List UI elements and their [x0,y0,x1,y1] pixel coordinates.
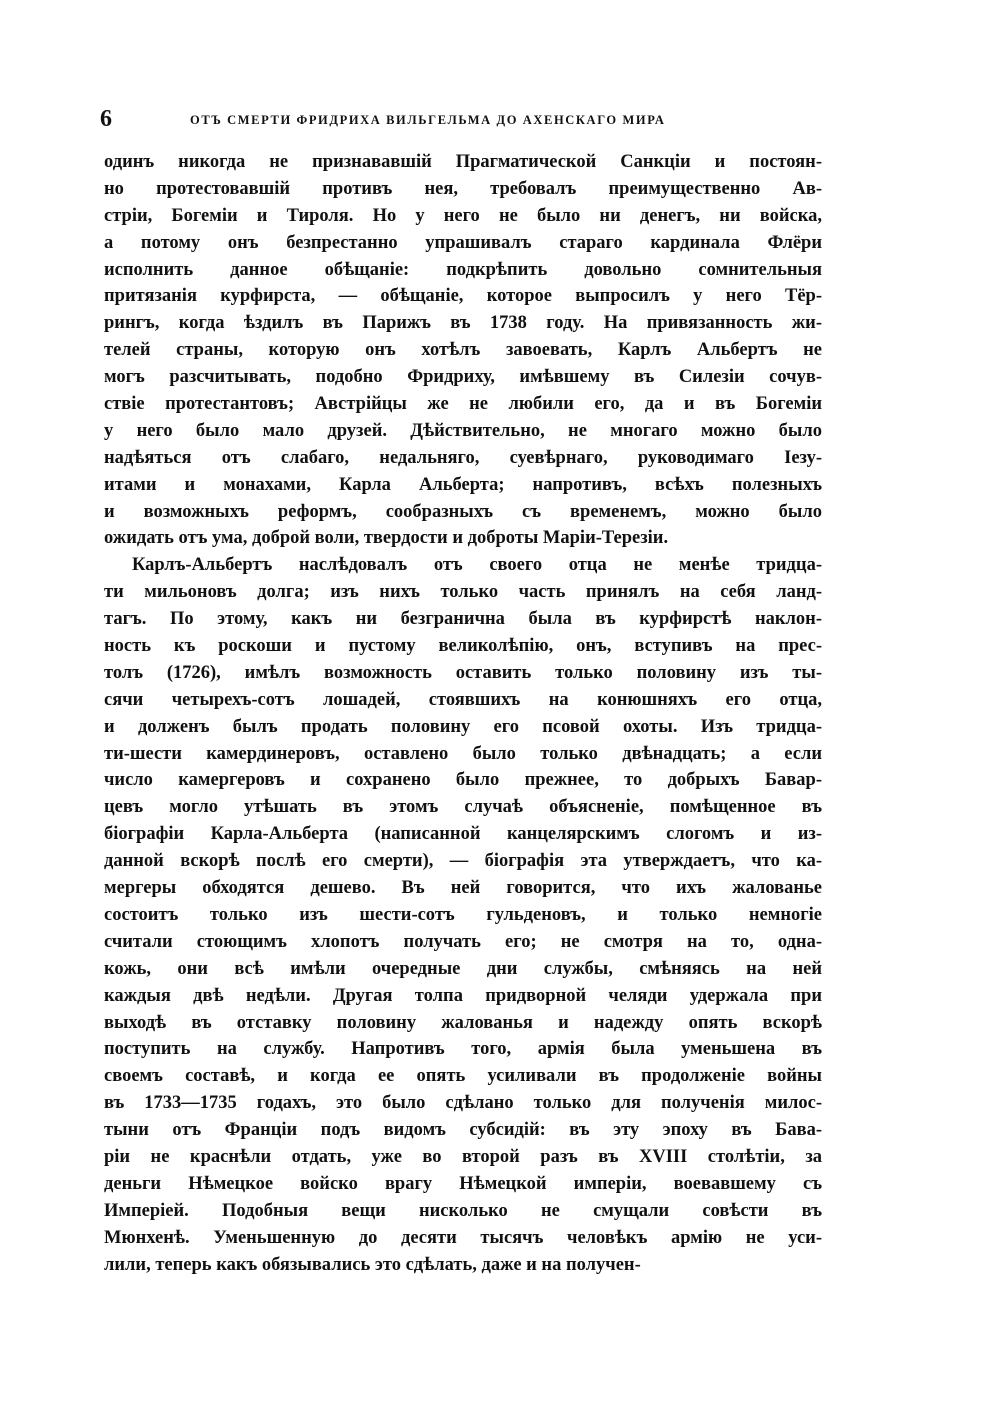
running-title: ОТЪ СМЕРТИ ФРИДРИХА ВИЛЬГЕЛЬМА ДО АХЕНСКАГО МИРА [190,113,666,127]
text-line: притязанія курфирста, — обѣщаніе, которое выпросилъ у него Тёр- [104,286,822,307]
text-line: итами и монахами, Карла Альберта; напротивъ, всѣхъ полезныхъ [104,474,822,495]
text-line: цевъ могло утѣшать въ этомъ случаѣ объясненіе, помѣщенное въ [104,797,822,818]
text-line: біографіи Карла-Альберта (написанной канцелярскимъ слогомъ и из- [104,824,822,845]
text-line: своемъ составѣ, и когда ее опять усиливали въ продолженіе войны [104,1066,822,1087]
text-line: Мюнхенѣ. Уменьшенную до десяти тысячъ человѣкъ армію не уси- [104,1227,822,1248]
text-line: выходѣ въ отставку половину жалованья и надежду опять вскорѣ [104,1012,822,1033]
text-line: Имперіей. Подобныя вещи нисколько не смущали совѣсти въ [104,1200,822,1221]
body-text [104,149,822,1278]
text-line: и возможныхъ реформъ, сообразныхъ съ временемъ, можно было [104,501,822,522]
text-line: ріи не краснѣли отдать, уже во второй разъ въ XVIII столѣтіи, за [104,1146,822,1167]
text-line: каждыя двѣ недѣли. Другая толпа придворной челяди удержала при [104,985,822,1006]
text-line: сячи четырехъ-сотъ лошадей, стоявшихъ на конюшняхъ его отца, [104,689,822,710]
text-line: у него было мало друзей. Дѣйствительно, не многаго можно было [104,420,822,441]
paragraph-1 [104,149,822,552]
text-line: надѣяться отъ слабаго, недальняго, суевѣрнаго, руководимаго Іезу- [104,447,822,468]
text-line: и долженъ былъ продать половину его псовой охоты. Изъ тридца- [104,716,822,737]
text-line: данной вскорѣ послѣ его смерти), — біографія эта утверждаетъ, что ка- [104,851,822,872]
text-line: считали стоющимъ хлопотъ получать его; не смотря на то, одна- [104,931,822,952]
text-line: поступить на службу. Напротивъ того, армія была уменьшена въ [104,1039,822,1060]
text-line: толъ (1726), имѣлъ возможность оставить только половину изъ ты- [104,662,822,683]
text-line: ожидать отъ ума, доброй воли, твердости и доброты Маріи-Терезіи. [104,528,669,549]
text-line: исполнить данное обѣщаніе: подкрѣпить довольно сомнительныя [104,259,822,280]
text-line: кожь, они всѣ имѣли очередные дни службы, смѣняясь на ней [104,958,822,979]
text-line: ти-шести камердинеровъ, оставлено было только двѣнадцать; а если [104,743,822,764]
text-line: тагъ. По этому, какъ ни безгранична была въ курфирстѣ наклон- [104,609,822,630]
text-line: ствіе протестантовъ; Австрійцы же не любили его, да и въ Богеміи [104,394,822,415]
text-line: въ 1733—1735 годахъ, это было сдѣлано только для полученія милос- [104,1093,822,1114]
page-number: 6 [100,106,112,132]
text-line: телей страны, которую онъ хотѣлъ завоевать, Карлъ Альбертъ не [104,340,822,361]
text-line: ти мильоновъ долга; изъ нихъ только часть принялъ на себя ланд- [104,582,822,603]
paragraph-2 [104,552,822,1278]
text-line: могъ разсчитывать, подобно Фридриху, имѣвшему въ Силезіи сочув- [104,367,822,388]
text-line: а потому онъ безпрестанно упрашивалъ стараго кардинала Флёри [104,232,822,253]
text-line: но протестовавшій противъ нея, требовалъ преимущественно Ав- [104,178,822,199]
text-line: рингъ, когда ѣздилъ въ Парижъ въ 1738 году. На привязанность жи- [104,313,822,334]
text-line: одинъ никогда не признававшій Прагматической Санкціи и постоян- [104,152,822,172]
text-line: число камергеровъ и сохранено было прежнее, то добрыхъ Бавар- [104,770,822,791]
text-line: лили, теперь какъ обязывались это сдѣлать, даже и на получен- [104,1254,641,1275]
text-line: Карлъ-Альбертъ наслѣдовалъ отъ своего отца не менѣе тридца- [132,555,822,576]
text-line: тыни отъ Франціи подъ видомъ субсидій: въ эту эпоху въ Бава- [104,1120,822,1141]
text-line: деньги Нѣмецкое войско врагу Нѣмецкой имперіи, воевавшему съ [104,1173,822,1194]
text-line: стріи, Богеміи и Тироля. Но у него не было ни денегъ, ни войска, [104,205,822,226]
text-line: ность къ роскоши и пустому великолѣпію, онъ, вступивъ на прес- [104,636,822,657]
text-line: состоитъ только изъ шести-сотъ гульденовъ, и только немногіе [104,904,822,925]
text-line: мергеры обходятся дешево. Въ ней говорится, что ихъ жалованье [104,878,822,899]
